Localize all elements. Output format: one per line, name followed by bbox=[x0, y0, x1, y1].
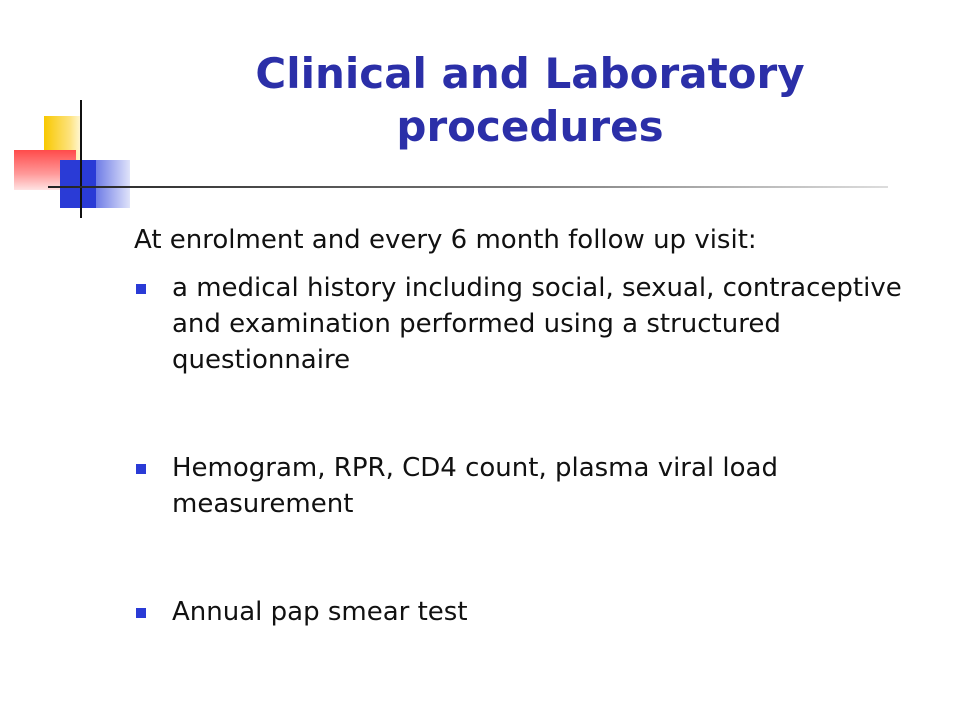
bullet-text: a medical history including social, sexual, contraceptive and examination performed using a structured questionnaire bbox=[172, 273, 902, 375]
bullet-item bbox=[134, 594, 914, 630]
bullet-text: Annual pap smear test bbox=[172, 597, 468, 627]
blue-fade-decoration bbox=[96, 160, 130, 208]
blue-square-decoration bbox=[60, 160, 98, 208]
bullet-text: Hemogram, RPR, CD4 count, plasma viral load measurement bbox=[172, 453, 778, 519]
intro-text: At enrolment and every 6 month follow up visit: bbox=[134, 225, 757, 255]
slide-body bbox=[134, 222, 914, 630]
vertical-rule-decoration bbox=[80, 100, 82, 218]
square-bullet-icon bbox=[136, 608, 146, 618]
title-underline-rule bbox=[48, 186, 888, 188]
square-bullet-icon bbox=[136, 284, 146, 294]
bullet-item bbox=[134, 450, 914, 522]
slide-title: Clinical and Laboratory procedures bbox=[255, 49, 805, 151]
bullet-list bbox=[134, 270, 914, 630]
square-bullet-icon bbox=[136, 464, 146, 474]
bullet-item bbox=[134, 270, 914, 378]
